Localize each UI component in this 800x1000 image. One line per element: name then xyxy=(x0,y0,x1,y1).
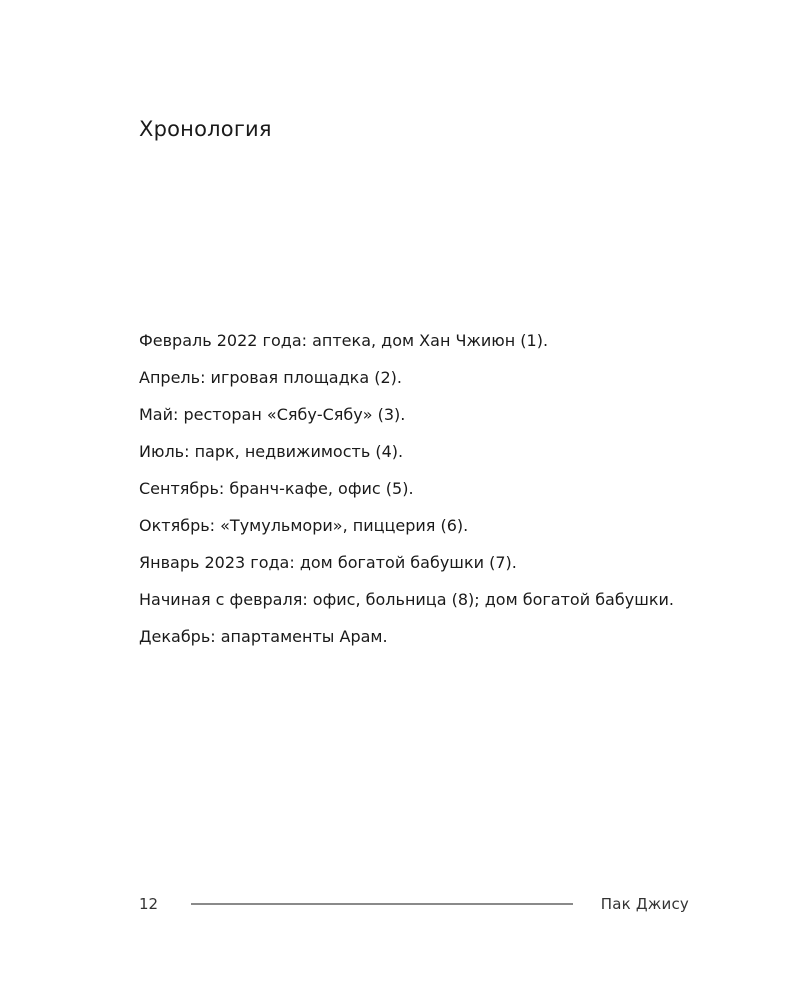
timeline-entry: Май: ресторан «Сябу-Сябу» (3). xyxy=(139,405,406,424)
timeline-entry: Декабрь: апартаменты Арам. xyxy=(139,627,388,646)
timeline-entry: Сентябрь: бранч-кафе, офис (5). xyxy=(139,479,414,498)
timeline-entry: Июль: парк, недвижимость (4). xyxy=(139,442,404,461)
timeline-list xyxy=(139,328,689,661)
timeline-entry: Октябрь: «Тумульмори», пиццерия (6). xyxy=(139,516,469,535)
timeline-entry: Начиная с февраля: офис, больница (8); дом богатой бабушки. xyxy=(139,590,674,609)
running-author-name: Пак Джису xyxy=(600,895,689,913)
page-number: 12 xyxy=(139,895,159,913)
footer-divider xyxy=(191,903,573,905)
timeline-entry: Апрель: игровая площадка (2). xyxy=(139,368,402,387)
timeline-entry: Январь 2023 года: дом богатой бабушки (7). xyxy=(139,553,517,572)
chapter-title: Хронология xyxy=(139,117,272,141)
page-footer xyxy=(139,893,689,915)
timeline-entry: Февраль 2022 года: аптека, дом Хан Чжиюн (1). xyxy=(139,331,549,350)
